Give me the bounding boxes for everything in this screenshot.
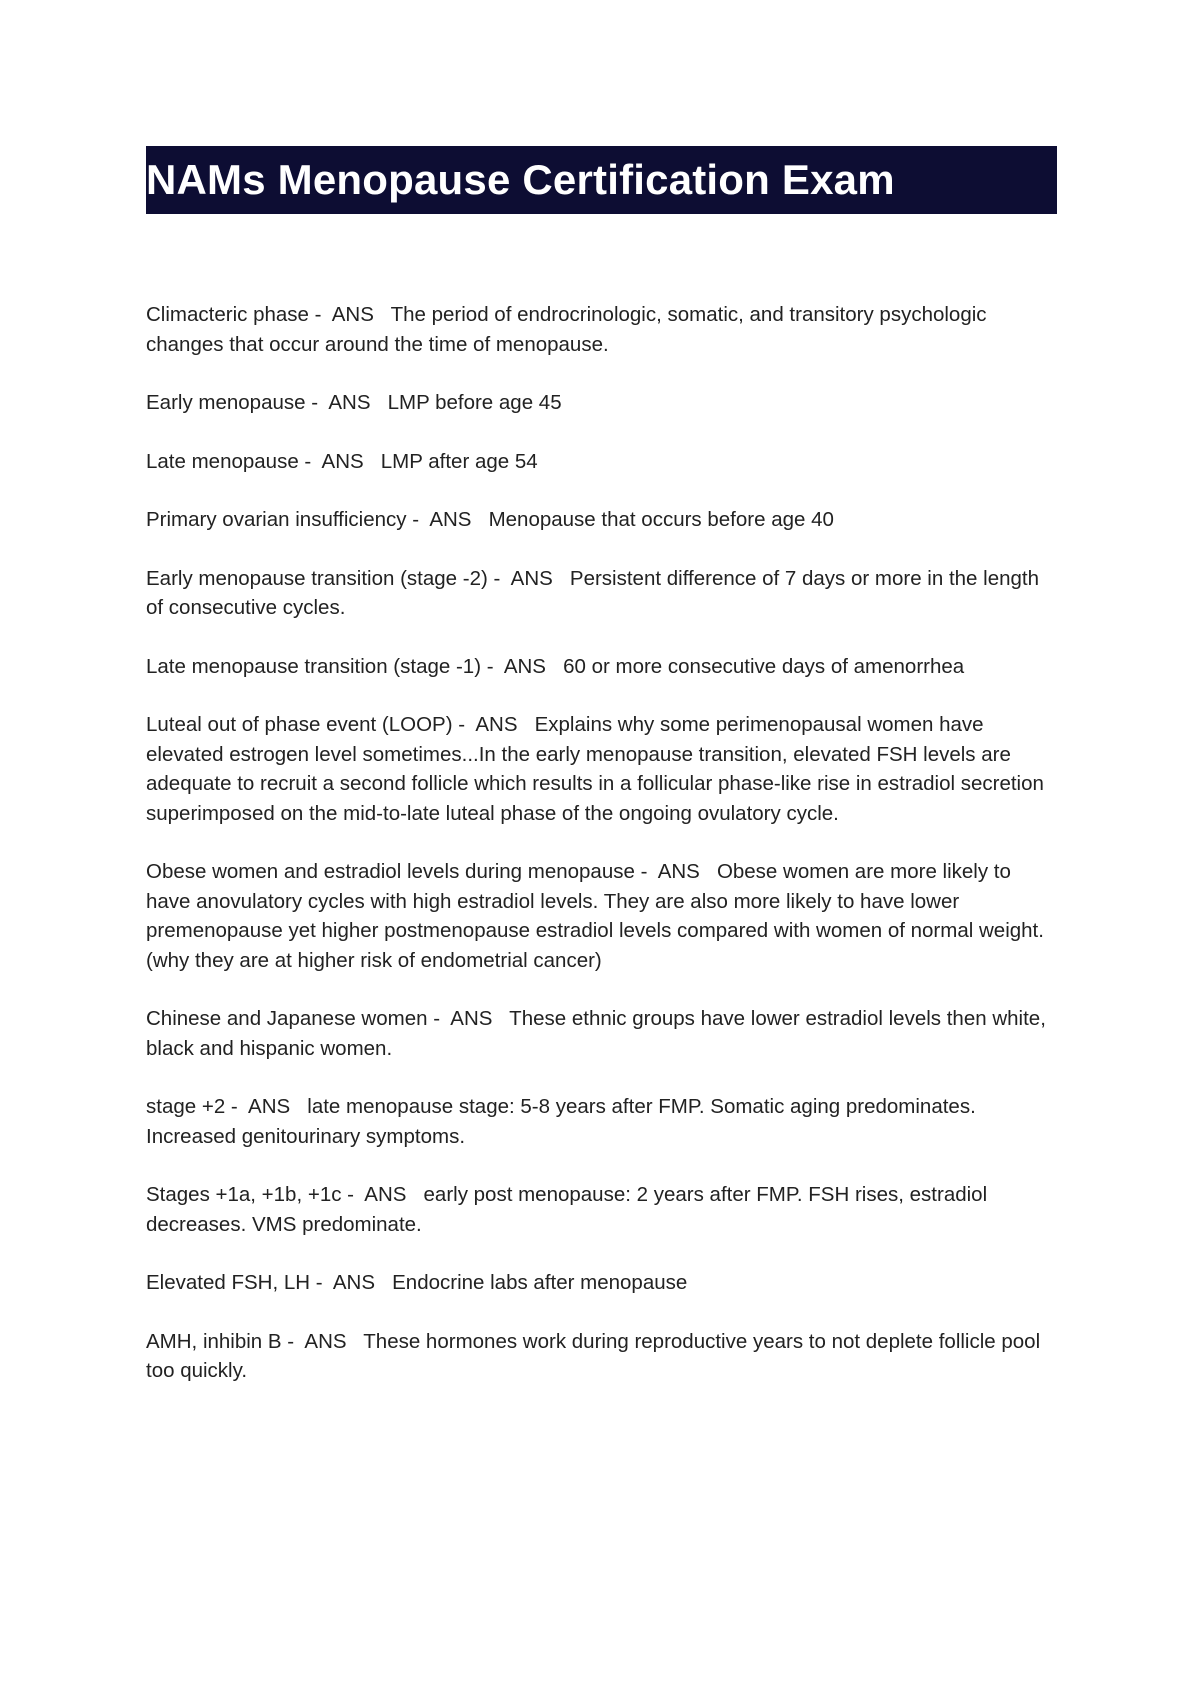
entry-term: Late menopause transition (stage -1)	[146, 654, 482, 678]
entry-answer: LMP after age 54	[380, 449, 538, 473]
entry-term: AMH, inhibin B	[146, 1329, 282, 1353]
answer-marker: ANS	[510, 566, 553, 590]
title-banner	[146, 146, 1057, 214]
flashcard-entry: Late menopause transition (stage -1) - ANS 60 or more consecutive days of amenorrhea	[146, 654, 965, 678]
flashcard-entry: Climacteric phase - ANS The period of endrocrinologic, somatic, and transitory psychologic changes that occur around the time of menopause.	[146, 303, 987, 356]
answer-marker: ANS	[332, 1271, 376, 1294]
answer-marker: ANS	[503, 654, 546, 678]
flashcard-entry: Elevated FSH, LH - ANS Endocrine labs after menopause	[146, 1271, 688, 1294]
flashcard-entry: Luteal out of phase event (LOOP) - ANS Explains why some perimenopausal women have elevated estrogen level sometimes...In the early menopause transition, elevated FSH levels are adequate to recruit a second follicle which results in a follicular phase-like rise in estradiol secretion superimposed on the mid-to-late luteal phase of the ongoing ovulatory cycle.	[146, 713, 1044, 825]
answer-marker: ANS	[248, 1095, 291, 1118]
entry-term: Obese women and estradiol levels during menopause	[146, 860, 635, 883]
answer-marker: ANS	[304, 1329, 347, 1353]
entry-answer: Explains why some perimenopausal women have elevated estrogen level sometimes...In the early menopause transition, elevated FSH levels are adequate to recruit a second follicle which results in a follicular phase-like rise in estradiol secretion superimposed on the mid-to-late luteal phase of the ongoing ovulatory cycle.	[146, 713, 1044, 825]
entry-answer: These hormones work during reproductive years to not deplete follicle pool too quickly.	[146, 1329, 1041, 1382]
entry-answer: Menopause that occurs before age 40	[488, 508, 834, 531]
flashcard-entry: Chinese and Japanese women - ANS These ethnic groups have lower estradiol levels then white, black and hispanic women.	[146, 1007, 1046, 1060]
entry-answer: LMP before age 45	[387, 391, 562, 414]
entry-term: Stages +1a, +1b, +1c	[146, 1183, 342, 1206]
entry-term: Early menopause	[146, 391, 306, 414]
entry-answer: Endocrine labs after menopause	[392, 1271, 688, 1294]
entry-answer: These ethnic groups have lower estradiol levels then white, black and hispanic women.	[146, 1007, 1046, 1060]
flashcard-entry: Early menopause - ANS LMP before age 45	[146, 391, 562, 414]
flashcard-entry: Late menopause - ANS LMP after age 54	[146, 449, 538, 473]
entry-term: Primary ovarian insufficiency	[146, 508, 407, 531]
answer-marker: ANS	[328, 391, 371, 414]
answer-marker: ANS	[364, 1183, 407, 1206]
entry-answer: Obese women are more likely to have anovulatory cycles with high estradiol levels. They are also more likely to have lower premenopause yet higher postmenopause estradiol levels compared with women of normal weight. (why they are at higher risk of endometrial cancer)	[146, 860, 1044, 972]
entry-term: Climacteric phase	[146, 303, 309, 326]
entry-term: Chinese and Japanese women	[146, 1007, 428, 1030]
flashcard-entry: Obese women and estradiol levels during menopause - ANS Obese women are more likely to have anovulatory cycles with high estradiol levels. They are also more likely to have lower premenopause yet higher postmenopause estradiol levels compared with women of normal weight. (why they are at higher risk of endometrial cancer)	[146, 860, 1044, 972]
answer-marker: ANS	[331, 303, 374, 326]
document-title: NAMs Menopause Certification Exam	[146, 156, 895, 203]
entry-answer: early post menopause: 2 years after FMP. FSH rises, estradiol decreases. VMS predominate.	[146, 1183, 988, 1236]
flashcard-entry: Primary ovarian insufficiency - ANS Menopause that occurs before age 40	[146, 508, 834, 531]
answer-marker: ANS	[429, 508, 472, 531]
entry-term: Late menopause	[146, 449, 299, 473]
flashcard-list	[146, 300, 1057, 1386]
document-page	[0, 146, 1200, 1700]
entry-term: stage +2	[146, 1095, 226, 1118]
entry-answer: The period of endrocrinologic, somatic, and transitory psychologic changes that occur around the time of menopause.	[146, 303, 987, 356]
entry-answer: late menopause stage: 5-8 years after FMP. Somatic aging predominates. Increased genitourinary symptoms.	[146, 1095, 976, 1148]
flashcard-entry: stage +2 - ANS late menopause stage: 5-8 years after FMP. Somatic aging predominates. Increased genitourinary symptoms.	[146, 1095, 976, 1148]
flashcard-entry: Stages +1a, +1b, +1c - ANS early post menopause: 2 years after FMP. FSH rises, estradiol decreases. VMS predominate.	[146, 1183, 988, 1236]
answer-marker: ANS	[657, 860, 700, 883]
entry-term: Elevated FSH, LH	[146, 1271, 311, 1294]
entry-term: Luteal out of phase event (LOOP)	[146, 713, 453, 736]
answer-marker: ANS	[450, 1007, 493, 1030]
flashcard-entry: AMH, inhibin B - ANS These hormones work during reproductive years to not deplete follicle pool too quickly.	[146, 1329, 1041, 1382]
entry-answer: Persistent difference of 7 days or more in the length of consecutive cycles.	[146, 566, 1039, 619]
answer-marker: ANS	[321, 449, 364, 473]
entry-term: Early menopause transition (stage -2)	[146, 566, 488, 590]
answer-marker: ANS	[475, 713, 518, 736]
flashcard-entry: Early menopause transition (stage -2) - ANS Persistent difference of 7 days or more in the length of consecutive cycles.	[146, 566, 1039, 619]
entry-answer: 60 or more consecutive days of amenorrhea	[563, 654, 965, 678]
